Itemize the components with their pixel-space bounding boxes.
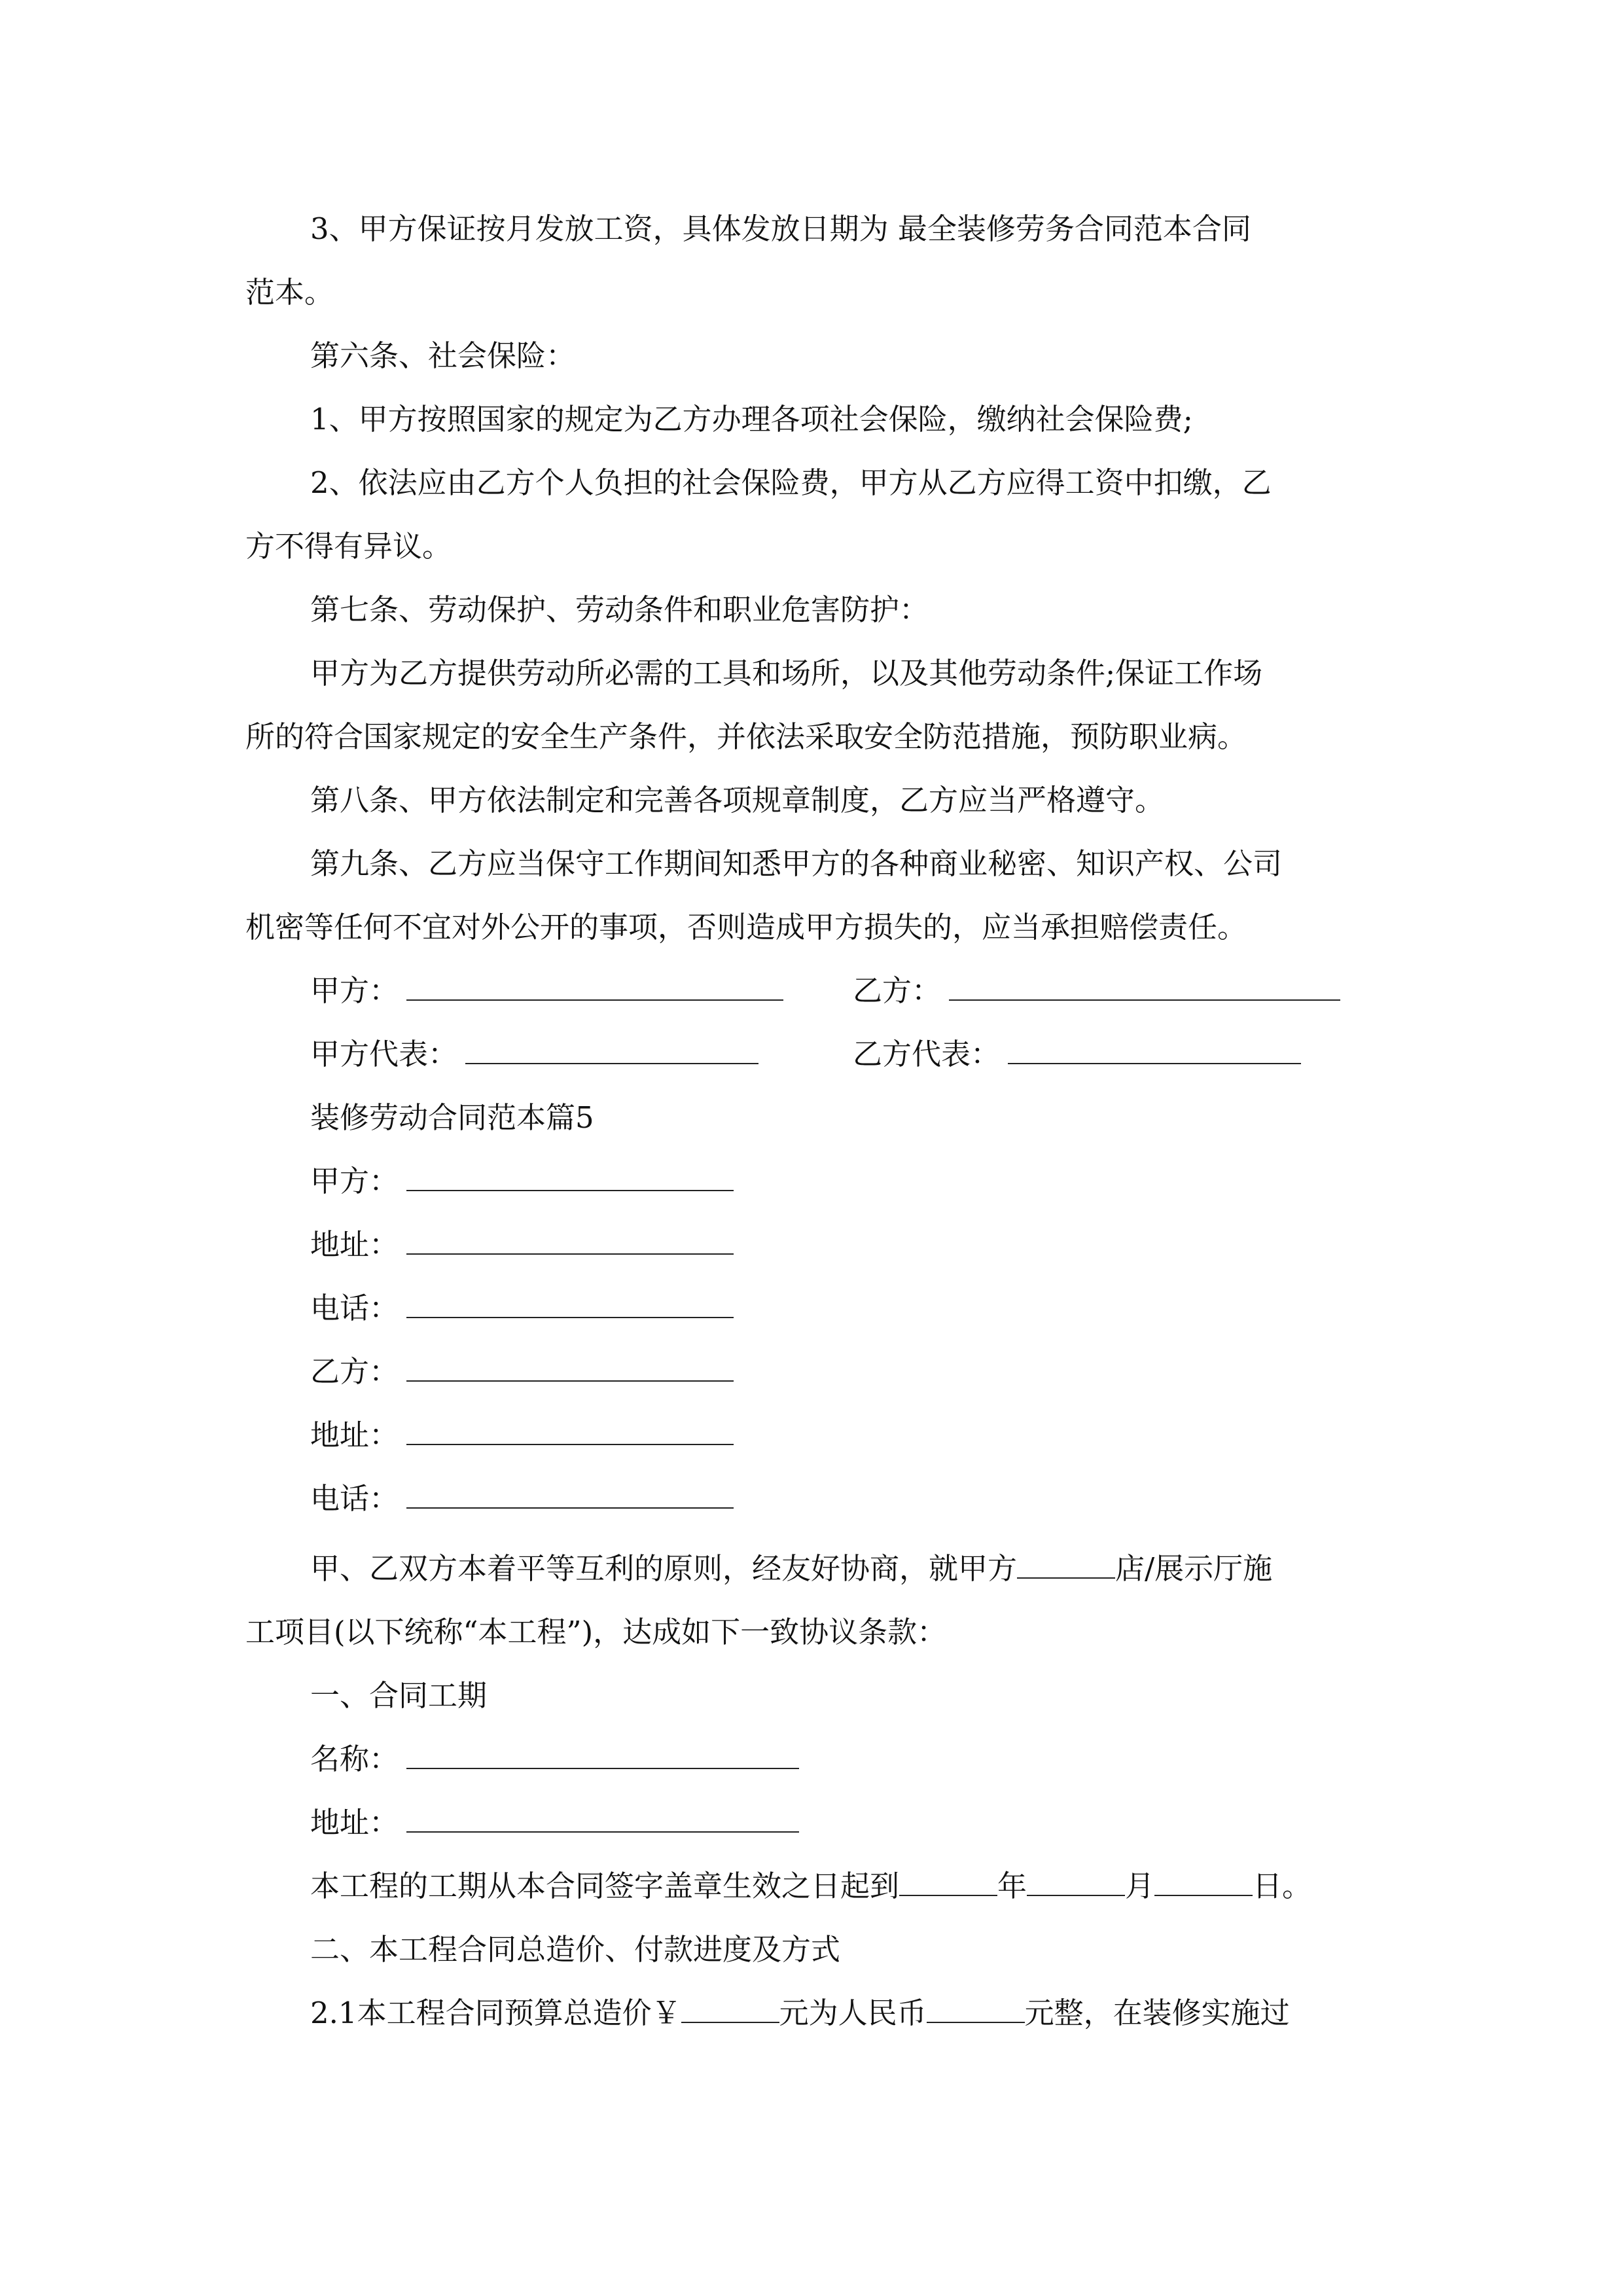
project-address-field — [310, 1803, 799, 1842]
signature-rep-a-blank — [465, 1038, 758, 1064]
article-6-item-2-cont: 方不得有异议。 — [245, 529, 452, 564]
signature-party-a-label: 甲方： — [310, 973, 399, 1008]
party-a-phone-field — [310, 1289, 734, 1328]
paragraph-salary: 3、甲方保证按月发放工资，具体发放日期为 最全装修劳务合同范本合同 — [310, 211, 1251, 246]
party-b-phone-label: 电话： — [310, 1481, 399, 1516]
signature-rep-b-blank — [1008, 1038, 1301, 1064]
party-b-field — [310, 1352, 734, 1391]
party-a-phone-blank — [406, 1292, 734, 1318]
party-b-blank — [406, 1355, 734, 1382]
intro-line-1 — [310, 1549, 1272, 1588]
contract-price-pre: 2.1本工程合同预算总造价￥ — [310, 1996, 681, 2030]
party-b-label: 乙方： — [310, 1354, 399, 1389]
project-period-pre: 本工程的工期从本合同签字盖章生效之日起到 — [310, 1869, 900, 1903]
intro-line-1-post: 店/展示厅施 — [1115, 1551, 1273, 1586]
article-7-body-cont: 所的符合国家规定的安全生产条件，并依法采取安全防范措施，预防职业病。 — [245, 719, 1247, 754]
month-blank — [1027, 1870, 1125, 1896]
year-blank — [899, 1870, 997, 1896]
article-9: 第九条、乙方应当保守工作期间知悉甲方的各种商业秘密、知识产权、公司 — [310, 846, 1283, 881]
party-a-address-blank — [406, 1229, 734, 1255]
price-words-blank — [927, 1997, 1025, 2023]
signature-party-a-blank — [406, 975, 783, 1001]
shop-name-blank — [1017, 1552, 1115, 1579]
project-name-label: 名称： — [310, 1742, 399, 1776]
price-number-blank — [681, 1997, 779, 2023]
article-6-item-1: 1、甲方按照国家的规定为乙方办理各项社会保险，缴纳社会保险费; — [310, 402, 1193, 437]
party-b-phone-field — [310, 1479, 734, 1518]
intro-line-2: 工项目(以下统称“本工程”)，达成如下一致协议条款： — [245, 1615, 947, 1649]
party-a-blank — [406, 1165, 734, 1191]
day-blank — [1154, 1870, 1253, 1896]
party-a-field — [310, 1162, 734, 1201]
signature-party-b-blank — [949, 975, 1340, 1001]
project-period-line — [310, 1867, 1311, 1906]
project-address-label: 地址： — [310, 1805, 399, 1840]
signature-party-a — [310, 971, 783, 1011]
party-a-address-field — [310, 1225, 734, 1265]
party-b-address-blank — [406, 1419, 734, 1445]
party-b-phone-blank — [406, 1482, 734, 1509]
contract-price-mid: 元为人民币 — [779, 1996, 927, 2030]
party-a-phone-label: 电话： — [310, 1291, 399, 1325]
signature-rep-b — [853, 1035, 1301, 1074]
article-7-body: 甲方为乙方提供劳动所必需的工具和场所，以及其他劳动条件;保证工作场 — [310, 656, 1263, 691]
article-6-title: 第六条、社会保险： — [310, 338, 576, 373]
signature-party-b-label: 乙方： — [853, 973, 942, 1008]
paragraph-salary-cont: 范本。 — [245, 275, 334, 310]
section-title: 装修劳动合同范本篇5 — [310, 1100, 594, 1135]
project-name-blank — [406, 1743, 799, 1769]
year-label: 年 — [997, 1869, 1027, 1903]
signature-rep-a-label: 甲方代表： — [310, 1037, 458, 1071]
signature-party-b — [853, 971, 1340, 1011]
signature-rep-a — [310, 1035, 758, 1074]
day-label: 日。 — [1253, 1869, 1312, 1903]
article-8: 第八条、甲方依法制定和完善各项规章制度，乙方应当严格遵守。 — [310, 783, 1165, 817]
party-a-label: 甲方： — [310, 1164, 399, 1198]
contract-price-line — [310, 1994, 1290, 2033]
party-b-address-field — [310, 1416, 734, 1455]
project-address-blank — [406, 1806, 799, 1833]
contract-price-post: 元整，在装修实施过 — [1024, 1996, 1290, 2030]
intro-line-1-pre: 甲、乙双方本着平等互利的原则，经友好协商，就甲方 — [310, 1551, 1018, 1586]
signature-rep-b-label: 乙方代表： — [853, 1037, 1001, 1071]
contract-period-title: 一、合同工期 — [310, 1678, 488, 1713]
contract-price-title: 二、本工程合同总造价、付款进度及方式 — [310, 1932, 841, 1967]
party-a-address-label: 地址： — [310, 1227, 399, 1262]
article-6-item-2: 2、依法应由乙方个人负担的社会保险费，甲方从乙方应得工资中扣缴，乙 — [310, 465, 1272, 500]
article-7-title: 第七条、劳动保护、劳动条件和职业危害防护： — [310, 592, 929, 627]
project-name-field — [310, 1740, 799, 1779]
month-label: 月 — [1125, 1869, 1155, 1903]
article-9-cont: 机密等任何不宜对外公开的事项，否则造成甲方损失的，应当承担赔偿责任。 — [245, 910, 1247, 944]
party-b-address-label: 地址： — [310, 1418, 399, 1452]
